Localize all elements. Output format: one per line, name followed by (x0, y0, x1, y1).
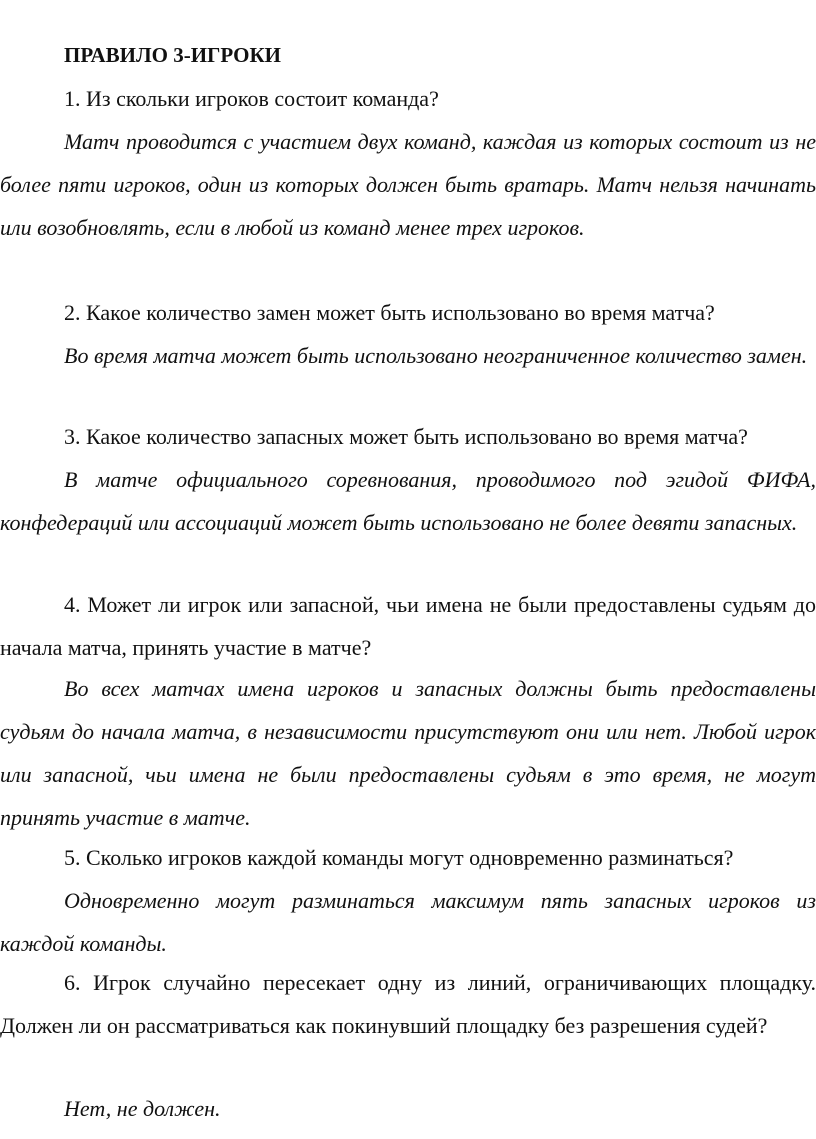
answer-3: В матче официального соревнования, проводимого под эгидой ФИФА, конфедераций или ассоциаций может быть использовано не более девяти запасных. (0, 467, 816, 535)
question-3: 3. Какое количество запасных может быть использовано во время матча? (64, 424, 748, 449)
question-2: 2. Какое количество замен может быть использовано во время матча? (64, 300, 715, 325)
answer-4: Во всех матчах имена игроков и запасных должны быть предоставлены судьям до начала матча, в независимости присутствуют они или нет. Любой игрок или запасной, чьи имена не были предоставлены судьям в это время, не могут принять участие в матче. (0, 676, 816, 830)
question-6: 6. Игрок случайно пересекает одну из линий, ограничивающих площадку. Должен ли он рассматриваться как покинувший площадку без разрешения судей? (0, 970, 816, 1038)
answer-2: Во время матча может быть использовано неограниченное количество замен. (64, 343, 808, 368)
question-1: 1. Из скольки игроков состоит команда? (64, 86, 439, 111)
answer-1: Матч проводится с участием двух команд, каждая из которых состоит из не более пяти игроков, один из которых должен быть вратарь. Матч нельзя начинать или возобновлять, если в любой из команд менее трех игроков. (0, 129, 816, 240)
page-title: ПРАВИЛО 3-ИГРОКИ (64, 43, 282, 67)
answer-6: Нет, не должен. (64, 1096, 221, 1121)
answer-5: Одновременно могут разминаться максимум пять запасных игроков из каждой команды. (0, 888, 816, 956)
question-4: 4. Может ли игрок или запасной, чьи имена не были предоставлены судьям до начала матча, принять участие в матче? (0, 592, 816, 660)
question-5: 5. Сколько игроков каждой команды могут одновременно разминаться? (64, 845, 734, 870)
